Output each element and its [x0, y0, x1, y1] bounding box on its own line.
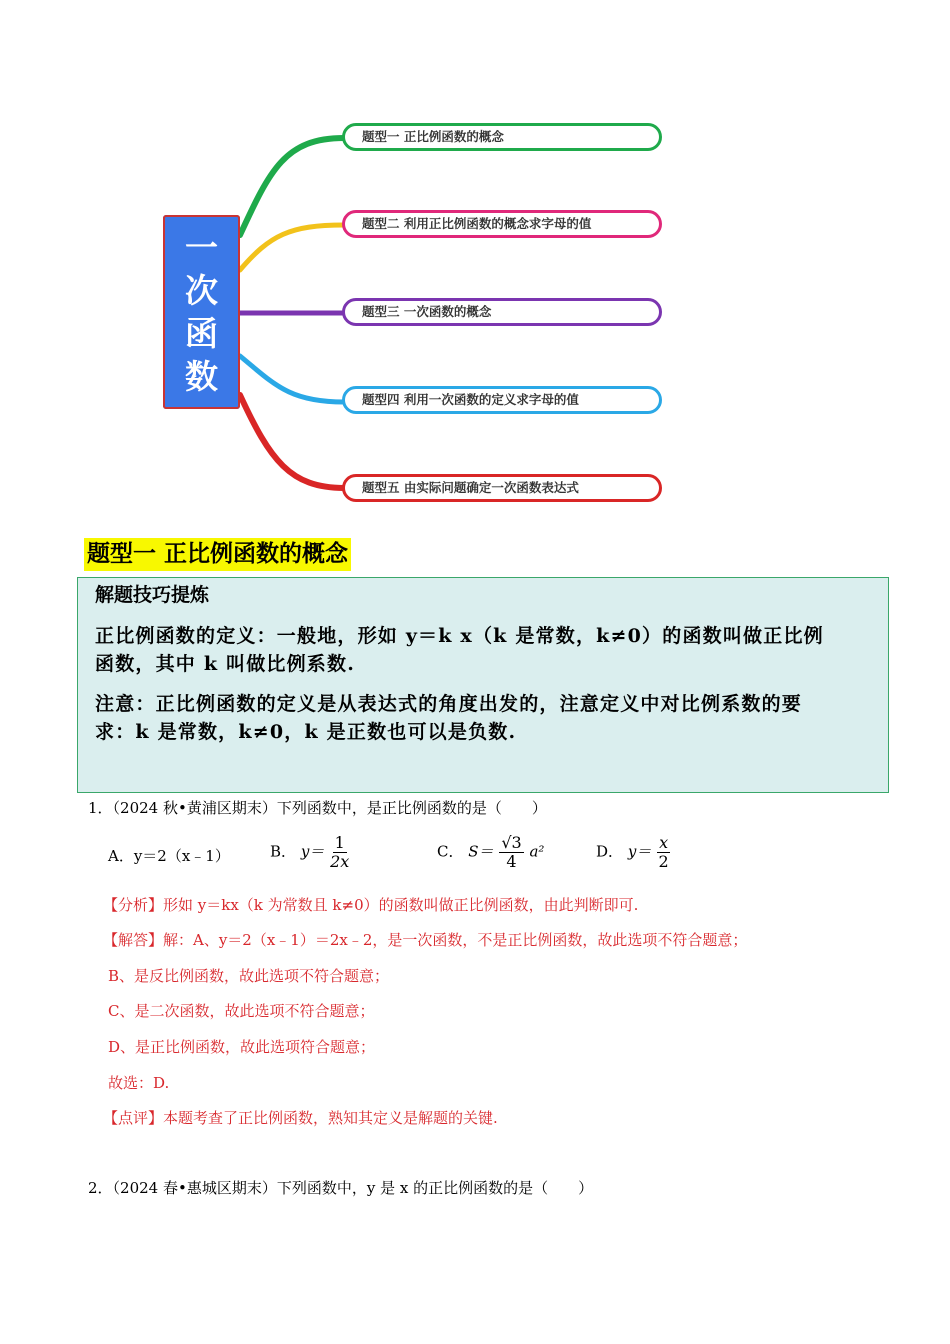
- question-1-stem: 1．（2024 秋•黄浦区期末）下列函数中，是正比例函数的是（ ）: [88, 799, 547, 817]
- mindmap-branch-4[interactable]: 题型四 利用一次函数的定义求字母的值: [342, 386, 662, 414]
- option-c-fraction: [499, 834, 523, 871]
- tips-note-line-2: 求：k 是常数，k≠0，k 是正数也可以是负数.: [95, 721, 517, 743]
- section-title: 题型一 正比例函数的概念: [84, 538, 351, 571]
- option-d[interactable]: [596, 834, 671, 871]
- connector-2: [240, 225, 344, 270]
- option-c-lhs: S＝: [468, 842, 494, 861]
- tips-note-line-1: 注意：正比例函数的定义是从表达式的角度出发的，注意定义中对比例系数的要: [95, 693, 803, 715]
- option-a[interactable]: A．y＝2（x﹣1）: [108, 847, 230, 865]
- option-c[interactable]: [437, 834, 544, 871]
- answer-line-4: D、是正比例函数，故此选项符合题意；: [108, 1038, 376, 1056]
- answer-line-3: C、是二次函数，故此选项不符合题意；: [108, 1002, 375, 1020]
- center-char: 次: [185, 271, 218, 310]
- connector-1: [240, 138, 344, 235]
- mindmap-branch-2[interactable]: 题型二 利用正比例函数的概念求字母的值: [342, 210, 662, 238]
- mindmap-branch-1[interactable]: 题型一 正比例函数的概念: [342, 123, 662, 151]
- option-b-prefix: B．: [270, 842, 297, 861]
- center-char: 函: [185, 314, 218, 353]
- option-b-lhs: y＝: [300, 842, 325, 861]
- answer-line-1: 【解答】解：A、y＝2（x﹣1）＝2x﹣2，是一次函数，不是正比例函数，故此选项不符合题意；: [103, 931, 748, 949]
- tips-definition-line-2: 函数，其中 k 叫做比例系数.: [95, 653, 356, 675]
- option-d-fraction: [657, 834, 670, 871]
- center-char: 一: [185, 228, 218, 267]
- connector-5: [240, 395, 344, 488]
- answer-choice: 故选：D.: [108, 1074, 170, 1092]
- analysis-text: 【分析】形如 y＝kx（k 为常数且 k≠0）的函数叫做正比例函数，由此判断即可.: [103, 896, 639, 914]
- question-2-stem: 2．（2024 春•惠城区期末）下列函数中，y 是 x 的正比例函数的是（ ）: [88, 1179, 594, 1197]
- option-b-fraction: [330, 834, 349, 871]
- mindmap-branch-5[interactable]: 题型五 由实际问题确定一次函数表达式: [342, 474, 662, 502]
- comment-text: 【点评】本题考查了正比例函数，熟知其定义是解题的关键.: [103, 1109, 498, 1127]
- tips-box: [77, 577, 889, 793]
- connector-4: [240, 356, 344, 402]
- option-d-lhs: y＝: [627, 842, 652, 861]
- option-b-denominator: 2x: [330, 852, 350, 871]
- option-b[interactable]: [270, 834, 350, 871]
- answer-line-2: B、是反比例函数，故此选项不符合题意；: [108, 967, 390, 985]
- option-c-numerator: √3: [501, 833, 522, 852]
- option-d-numerator: x: [659, 833, 669, 852]
- mindmap-center-node: [163, 215, 240, 409]
- option-c-tail: a²: [529, 842, 545, 861]
- option-c-prefix: C．: [437, 842, 464, 861]
- center-char: 数: [185, 357, 218, 396]
- option-d-prefix: D．: [596, 842, 624, 861]
- tips-title: 解题技巧提炼: [95, 584, 210, 606]
- option-d-denominator: 2: [658, 852, 669, 871]
- tips-definition-line-1: 正比例函数的定义：一般地，形如 y＝k x（k 是常数，k≠0）的函数叫做正比例: [95, 625, 824, 647]
- mindmap-branch-3[interactable]: 题型三 一次函数的概念: [342, 298, 662, 326]
- option-b-numerator: 1: [334, 833, 345, 852]
- option-c-denominator: 4: [506, 852, 517, 871]
